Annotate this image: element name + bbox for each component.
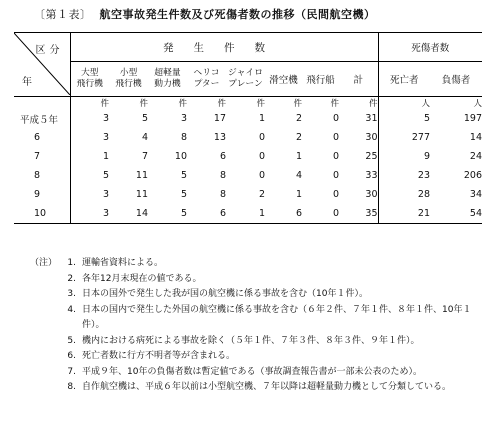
year-cell: 8 [14, 166, 70, 185]
year-cell: 平成５年 [14, 109, 70, 128]
note-text: 日本の国外で発生した我が国の航空機に係る事故を含む（10年１件）。 [82, 289, 368, 299]
value-cell: 10 [174, 151, 187, 162]
table-row [14, 185, 482, 204]
note-item [30, 272, 485, 288]
note-text: 日本の国内で発生した外国の航空機に係る事故を含む（６年２件、７年１件、８年１件、10年１件）。 [82, 304, 472, 330]
unit-cell: 件 [178, 99, 187, 109]
value-cell: 3 [102, 132, 109, 143]
value-cell: 11 [135, 170, 148, 181]
note-number: 4. [67, 304, 76, 315]
note-item [30, 365, 485, 381]
table-number: 〔第１表〕 [34, 8, 92, 21]
value-cell: 0 [332, 189, 339, 200]
value-cell: 17 [213, 113, 226, 124]
unit-cell: 人 [421, 99, 430, 109]
note-item [30, 380, 485, 396]
col-header-large-aircraft: 大型 飛行機 [70, 62, 109, 97]
value-cell: 206 [463, 170, 483, 181]
col-header-airship: 飛行船 [302, 62, 339, 97]
note-number: 1. [67, 258, 76, 268]
group-header-accidents: 発生件数 [70, 33, 378, 62]
value-cell: 14 [469, 132, 483, 143]
unit-cell: 件 [339, 97, 378, 110]
table-caption: 航空事故発生件数及び死傷者数の推移（民間航空機） [99, 8, 376, 21]
value-cell: 3 [180, 113, 187, 124]
value-cell: 0 [258, 151, 265, 162]
year-cell: 7 [14, 147, 70, 166]
value-cell: 277 [411, 132, 430, 143]
notes-label: （注） [30, 258, 58, 268]
value-cell: 54 [430, 204, 482, 224]
note-number: 2. [67, 273, 76, 284]
value-cell: 6 [219, 151, 226, 162]
value-cell: 8 [219, 170, 226, 181]
note-item [30, 334, 485, 350]
value-cell: 30 [339, 128, 378, 147]
value-cell: 5 [148, 204, 187, 224]
group-header-casualties: 死傷者数 [378, 33, 482, 62]
value-cell: 11 [135, 189, 148, 200]
value-cell: 2 [295, 113, 302, 124]
col-header-helicopter: ヘリコ プター [187, 62, 226, 97]
value-cell: 13 [213, 132, 226, 143]
value-cell: 14 [109, 204, 148, 224]
value-cell: 1 [295, 189, 302, 200]
table-row [14, 109, 482, 128]
value-cell: 1 [102, 151, 109, 162]
value-cell: 3 [102, 113, 109, 124]
note-text: 機内における病死による事故を除く（５年１件、７年３件、８年３件、９年１件）。 [82, 335, 420, 346]
unit-row [14, 97, 482, 110]
value-cell: 0 [258, 170, 265, 181]
unit-cell: 件 [217, 99, 226, 109]
note-text: 自作航空機は、平成６年以前は小型航空機、７年以降は超軽量動力機として分類している。 [82, 382, 452, 392]
note-text: 死亡者数に行方不明者等が含まれる。 [82, 351, 236, 361]
value-cell: 34 [469, 189, 483, 200]
col-header-injuries: 負傷者 [430, 62, 482, 97]
accident-table [14, 32, 482, 224]
value-cell: 8 [219, 189, 226, 200]
corner-label-category: 区分 [35, 45, 64, 56]
value-cell: 33 [339, 166, 378, 185]
note-text: 各年12月末現在の値である。 [82, 273, 202, 284]
col-header-small-aircraft: 小型 飛行機 [109, 62, 148, 97]
unit-cell: 件 [330, 99, 339, 109]
note-number: 6. [67, 351, 76, 361]
value-cell: 6 [187, 204, 226, 224]
unit-cell: 件 [293, 99, 302, 109]
note-item [30, 287, 485, 303]
value-cell: 24 [469, 151, 483, 162]
value-cell: 28 [417, 189, 430, 200]
value-cell: 7 [141, 151, 148, 162]
unit-cell: 件 [100, 99, 109, 109]
value-cell: 35 [339, 204, 378, 224]
unit-cell: 人 [473, 99, 483, 109]
note-number: 5. [67, 335, 76, 346]
table-row [14, 166, 482, 185]
table-title [34, 6, 376, 22]
year-cell: 9 [14, 185, 70, 204]
col-header-gyroplane: ジャイロ プレーン [226, 62, 265, 97]
value-cell: 0 [332, 170, 339, 181]
table-row [14, 204, 482, 224]
value-cell: 0 [302, 204, 339, 224]
value-cell: 4 [295, 170, 302, 181]
value-cell: 1 [258, 113, 265, 124]
value-cell: 0 [332, 132, 339, 143]
value-cell: 5 [423, 113, 430, 124]
col-header-ultralight: 超軽量 動力機 [148, 62, 187, 97]
value-cell: 0 [258, 132, 265, 143]
note-text: 運輸省資料による。 [82, 258, 164, 268]
value-cell: 1 [226, 204, 265, 224]
note-item [30, 303, 485, 334]
value-cell: 30 [339, 185, 378, 204]
year-cell: 6 [14, 128, 70, 147]
col-header-deaths: 死亡者 [378, 62, 430, 97]
value-cell: 1 [295, 151, 302, 162]
value-cell: 25 [339, 147, 378, 166]
value-cell: 4 [141, 132, 148, 143]
notes-section [30, 256, 485, 396]
note-item [30, 256, 485, 272]
col-header-total: 計 [339, 62, 378, 97]
table-row [14, 147, 482, 166]
value-cell: 9 [423, 151, 430, 162]
corner-label-year: 年 [22, 77, 32, 88]
table-row [14, 128, 482, 147]
value-cell: 3 [70, 204, 109, 224]
unit-cell: 件 [256, 99, 265, 109]
value-cell: 197 [463, 113, 483, 124]
value-cell: 5 [141, 113, 148, 124]
value-cell: 0 [332, 113, 339, 124]
value-cell: 6 [265, 204, 302, 224]
corner-header [14, 33, 70, 97]
col-header-glider: 滑空機 [265, 62, 302, 97]
value-cell: 2 [258, 189, 265, 200]
note-number: 3. [67, 289, 76, 299]
value-cell: 21 [378, 204, 430, 224]
value-cell: 23 [417, 170, 430, 181]
unit-cell: 件 [139, 99, 148, 109]
year-cell: 10 [14, 204, 70, 224]
value-cell: 5 [102, 170, 109, 181]
value-cell: 0 [332, 151, 339, 162]
value-cell: 8 [180, 132, 187, 143]
value-cell: 5 [180, 189, 187, 200]
value-cell: 3 [102, 189, 109, 200]
value-cell: 31 [339, 109, 378, 128]
value-cell: 2 [295, 132, 302, 143]
note-text: 平成９年、10年の負傷者数は暫定値である（事故調査報告書が一部未公表のため）。 [82, 366, 422, 377]
value-cell: 5 [180, 170, 187, 181]
note-number: 7. [67, 366, 76, 377]
note-item [30, 349, 485, 365]
note-number: 8. [67, 382, 76, 392]
